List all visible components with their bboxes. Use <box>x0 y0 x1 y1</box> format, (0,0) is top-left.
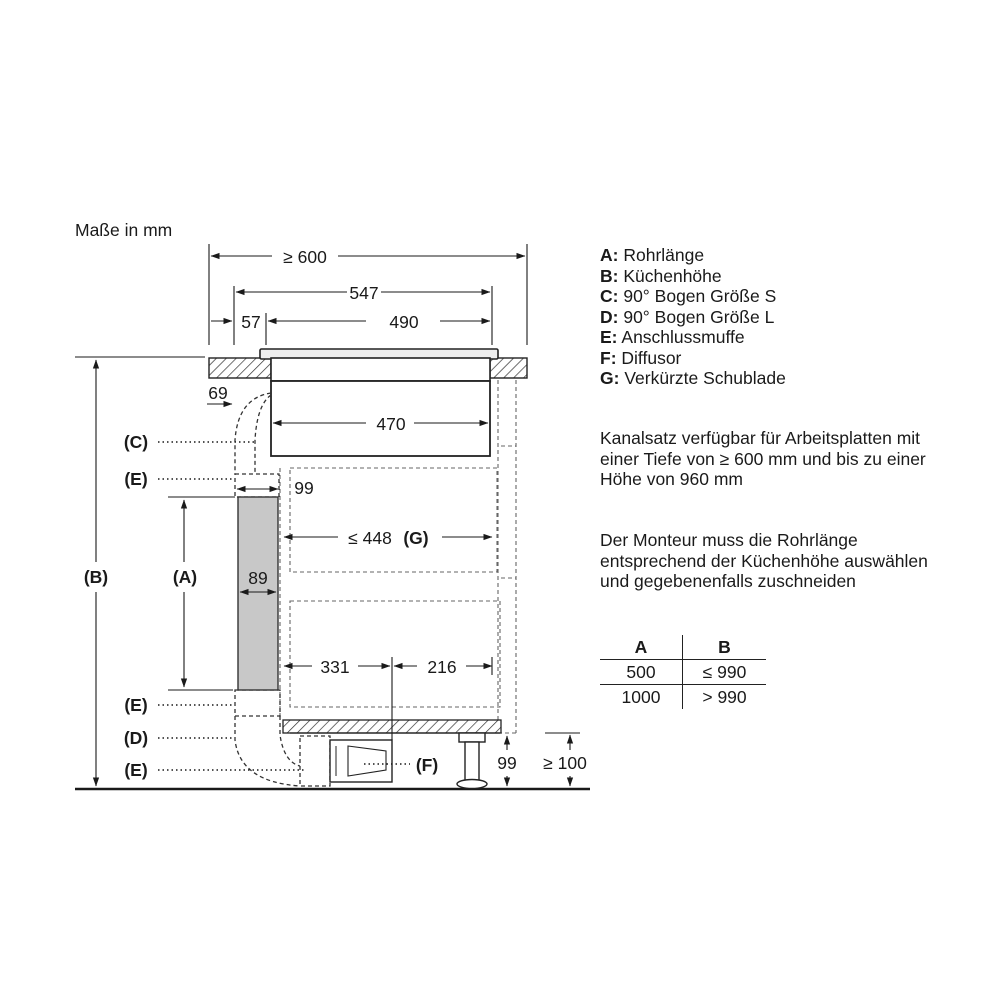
dim-plinth-height: 99 <box>497 753 517 773</box>
legend-item: B: Küchenhöhe <box>600 265 722 286</box>
callout-e-mid: (E) <box>124 695 148 715</box>
cabinet-foot <box>457 733 487 789</box>
callout-e-bottom: (E) <box>124 760 148 780</box>
table-row <box>600 685 766 710</box>
table-header-a: A <box>600 635 683 660</box>
table-cell: 1000 <box>600 685 683 710</box>
dim-duct-offset: 69 <box>208 383 228 403</box>
legend-item: D: 90° Bogen Größe L <box>600 306 775 327</box>
callout-f: (F) <box>415 755 439 775</box>
dim-drawer-depth: ≤ 448 <box>348 528 392 548</box>
bend-c <box>235 393 271 474</box>
dim-body-depth: 470 <box>376 414 406 434</box>
dim-plinth-left: 331 <box>320 657 350 677</box>
sleeve-e-top <box>235 474 279 497</box>
legend-item: A: Rohrlänge <box>600 245 705 265</box>
legend-item: C: 90° Bogen Größe S <box>600 286 777 306</box>
dim-appliance-depth: 547 <box>349 283 379 303</box>
sleeve-e-mid <box>235 690 280 716</box>
note-kit: Kanalsatz verfügbar für Arbeitsplatten mit einer Tiefe von ≥ 600 mm und bis zu einer Höhe von 960 mm <box>600 428 926 489</box>
pipe-length-table <box>600 635 766 709</box>
table-cell: > 990 <box>702 686 747 707</box>
legend-item: E: Anschlussmuffe <box>600 327 745 347</box>
sleeve-e-bottom <box>300 736 330 786</box>
dim-duct-thickness: 89 <box>248 568 268 588</box>
diffuser <box>330 740 392 782</box>
dim-total-depth: ≥ 600 <box>283 247 327 267</box>
callout-c: (C) <box>123 432 149 452</box>
callout-d: (D) <box>123 728 149 748</box>
duct-pipe <box>238 497 278 690</box>
units-label: Maße in mm <box>75 220 173 240</box>
dim-plinth-min: ≥ 100 <box>543 753 587 773</box>
dim-drawer-ref: (G) <box>403 528 429 548</box>
callout-e-top: (E) <box>124 469 148 489</box>
legend-item: F: Diffusor <box>600 347 682 368</box>
dim-plinth-right: 216 <box>427 657 457 677</box>
dim-front-offset: 57 <box>241 312 261 332</box>
hob-appliance <box>260 349 498 456</box>
note-installer: Der Monteur muss die Rohrlänge entsprechend der Küchenhöhe auswählen und gegebenenfalls zuschneiden <box>600 530 928 591</box>
dim-cutout-depth: 490 <box>389 312 419 332</box>
callout-a: (A) <box>172 567 198 587</box>
table-header-b: B <box>683 635 767 660</box>
callout-b: (B) <box>83 567 109 587</box>
legend-item: G: Verkürzte Schublade <box>600 368 786 388</box>
dimension-lines <box>75 244 580 786</box>
legend <box>600 245 786 389</box>
table-cell: 500 <box>600 660 683 685</box>
table-row <box>600 660 766 685</box>
table-cell: ≤ 990 <box>683 660 767 685</box>
dim-duct-width: 99 <box>294 478 314 498</box>
